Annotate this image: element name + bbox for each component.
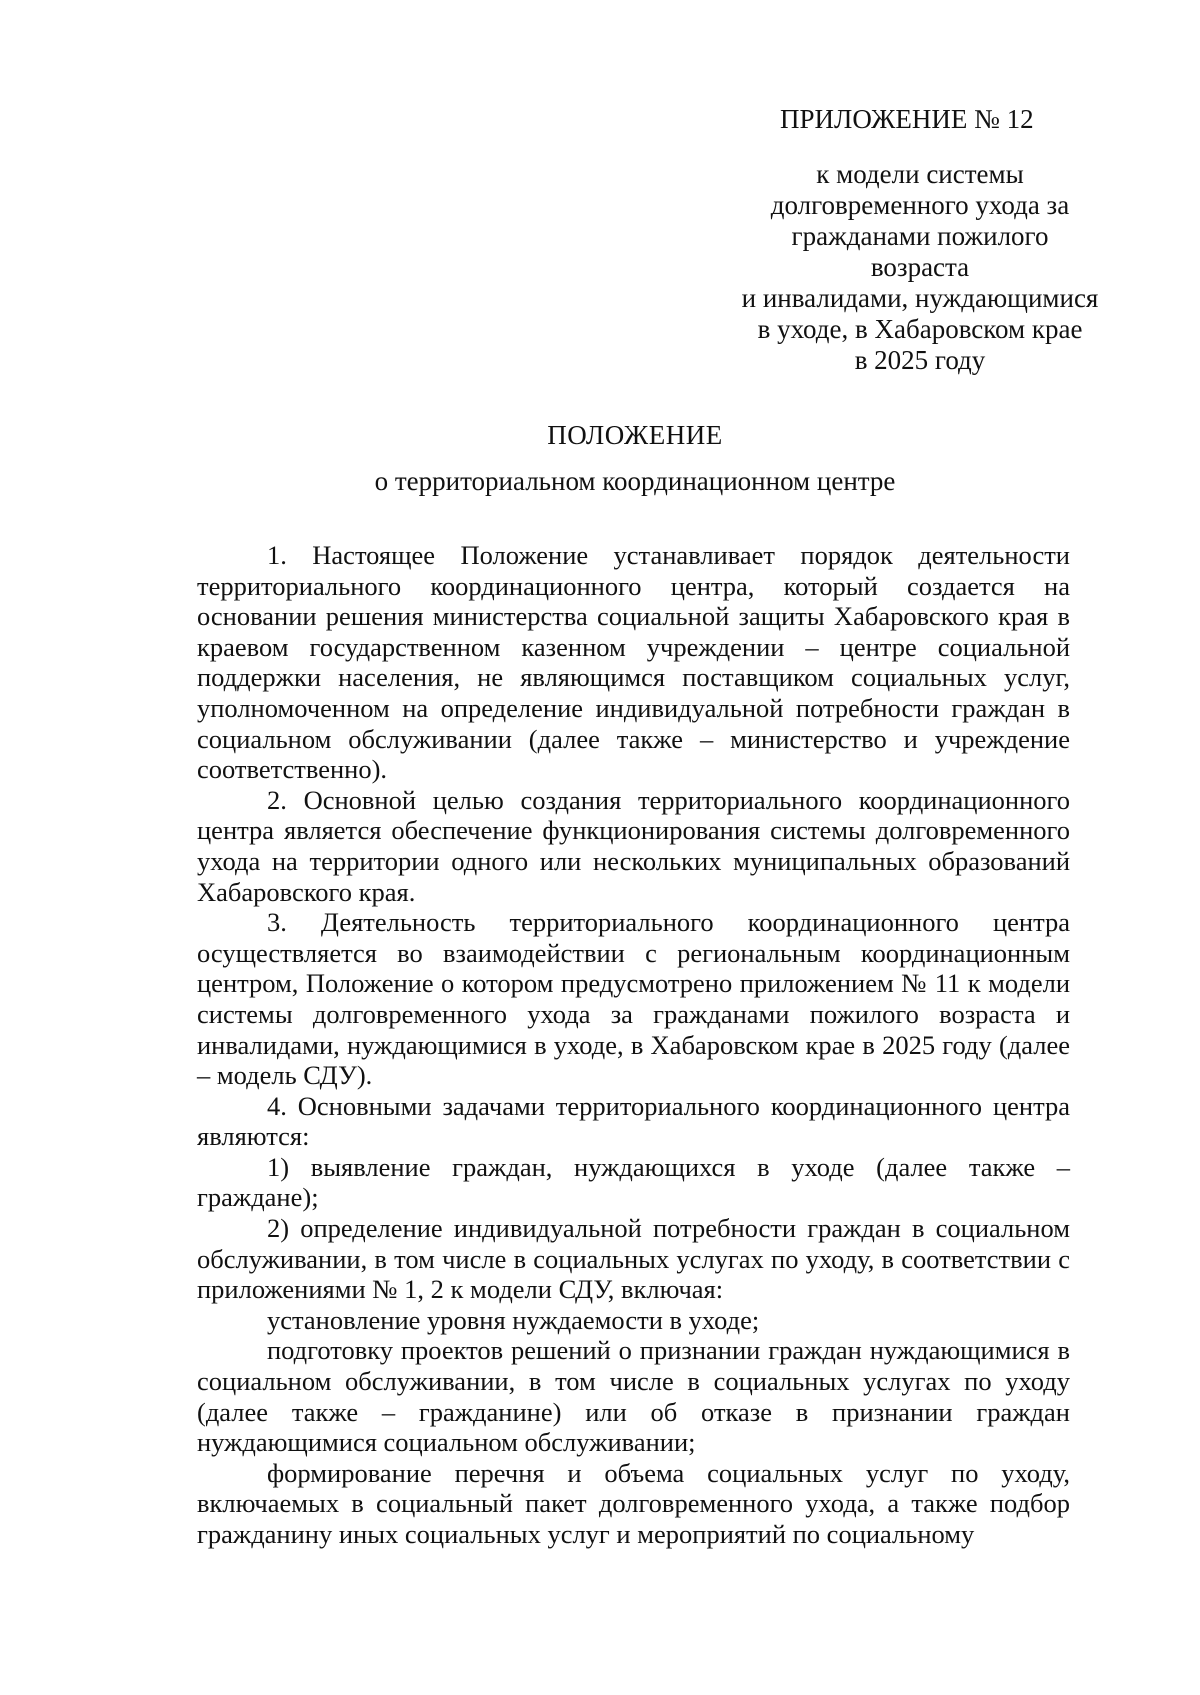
paragraph: подготовку проектов решений о признании граждан нуждающимися в социальном обслуживании, в том числе в социальных услугах по уходу (далее также – гражданине) или об отказе в признании граждан нуждающимися социальном обслуживании;: [197, 1335, 1070, 1458]
document-title: ПОЛОЖЕНИЕ: [547, 420, 723, 450]
paragraph: 4. Основными задачами территориального координационного центра являются:: [197, 1090, 1070, 1152]
paragraph: формирование перечня и объема социальных услуг по уходу, включаемых в социальный пакет долговременного ухода, а также подбор гражданину иных социальных услуг и мероприятий по социальному: [197, 1457, 1070, 1549]
appendix-line: гражданами пожилого возраста: [791, 221, 1049, 282]
appendix-line: в 2025 году: [854, 345, 986, 375]
paragraph: 3. Деятельность территориального координационного центра осуществляется во взаимодействии с региональным координационным центром, Положение о котором предусмотрено приложением № 11 к модели системы долговременного ухода за гражданами пожилого возраста и инвалидами, нуждающимися в уходе, в Хабаровском крае в 2025 году (далее – модель СДУ).: [197, 907, 1070, 1091]
document-body: [197, 540, 1070, 1550]
appendix-line: и инвалидами, нуждающимися: [741, 283, 1099, 313]
document-heading: [200, 419, 1070, 497]
paragraph: 1) выявление граждан, нуждающихся в уходе (далее также – граждане);: [197, 1151, 1070, 1213]
paragraph: 1. Настоящее Положение устанавливает порядок деятельности территориального координационного центра, который создается на основании решения министерства социальной защиты Хабаровского края в краевом государственном казенном учреждении – центре социальной поддержки населения, не являющимся поставщиком социальных услуг, уполномоченном на определение индивидуальной потребности граждан в социальном обслуживании (далее также – министерство и учреждение соответственно).: [197, 540, 1070, 785]
paragraph: 2. Основной целью создания территориального координационного центра является обеспечение функционирования системы долговременного ухода на территории одного или нескольких муниципальных образований Хабаровского края.: [197, 784, 1070, 907]
appendix-line: в уходе, в Хабаровском крае: [757, 314, 1083, 344]
paragraph: 2) определение индивидуальной потребности граждан в социальном обслуживании, в том числе в социальных услугах по уходу, в соответствии с приложениями № 1, 2 к модели СДУ, включая:: [197, 1213, 1070, 1305]
appendix-line: долговременного ухода за: [770, 190, 1070, 220]
document-subtitle: о территориальном координационном центре: [374, 466, 896, 496]
appendix-block: [740, 104, 1100, 376]
appendix-line: к модели системы: [816, 159, 1024, 189]
appendix-title: ПРИЛОЖЕНИЕ № 12: [780, 104, 1034, 134]
paragraph: установление уровня нуждаемости в уходе;: [267, 1304, 760, 1335]
